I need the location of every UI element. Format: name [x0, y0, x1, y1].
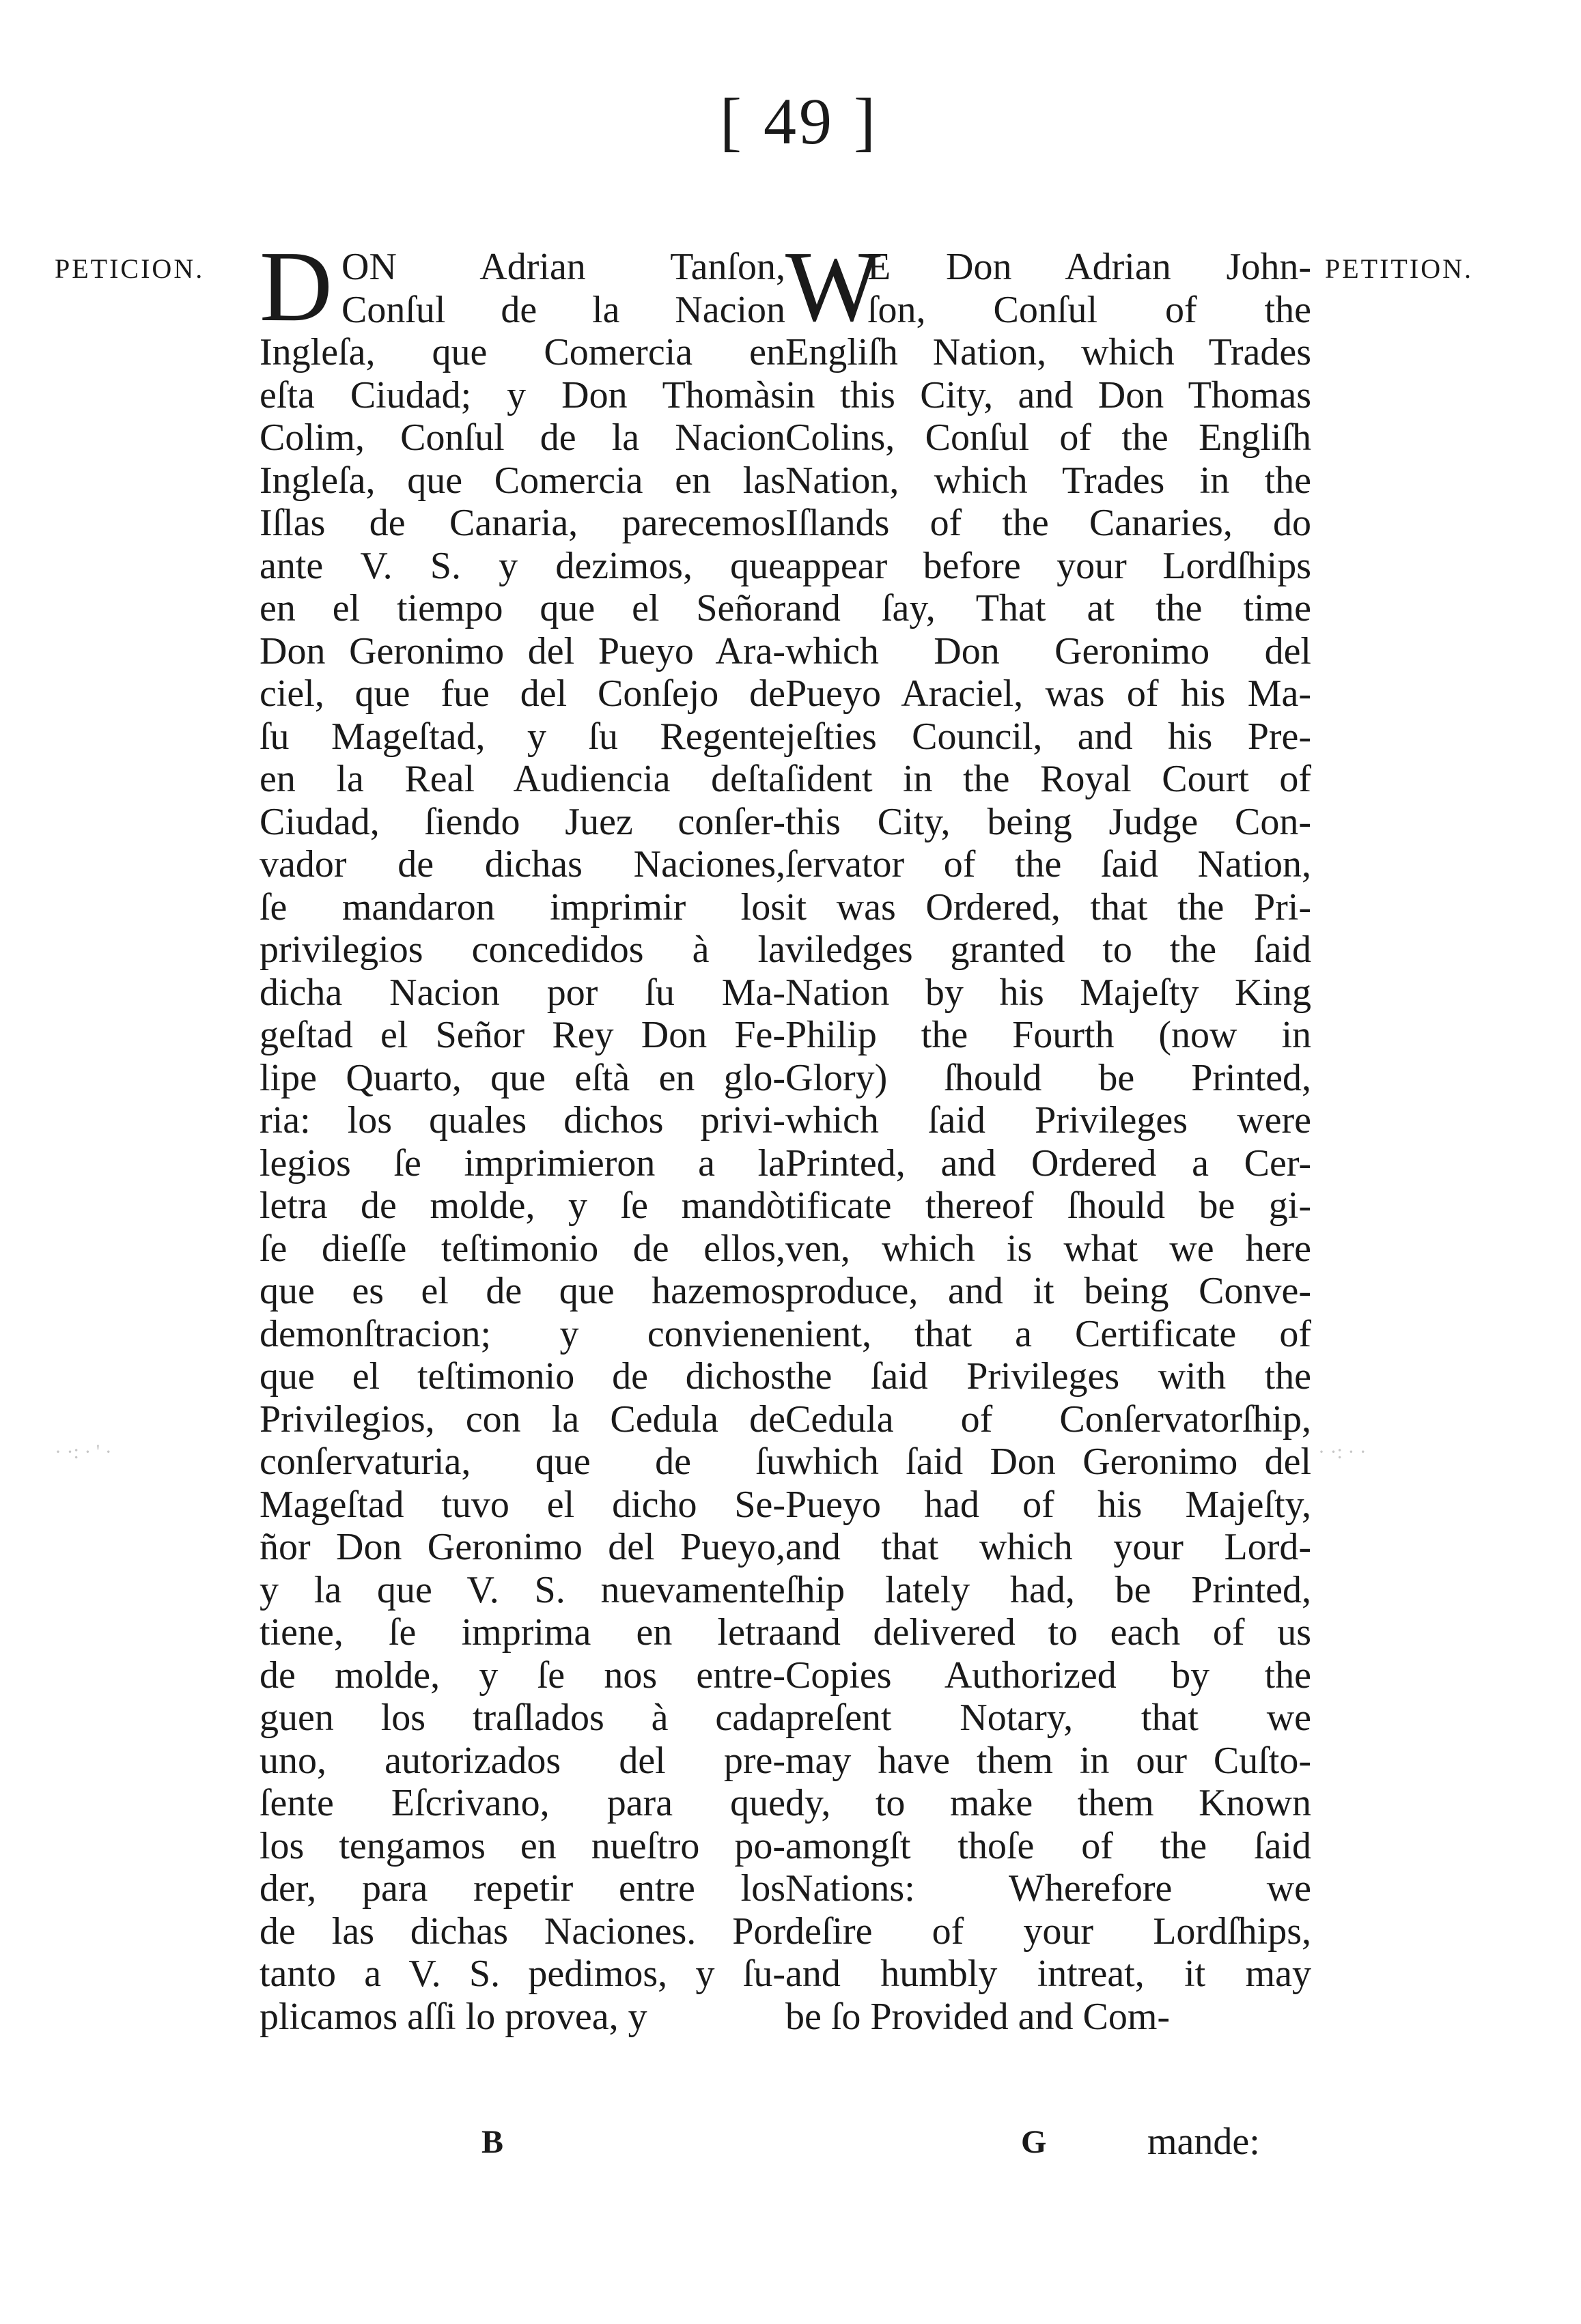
english-text-column — [785, 231, 1311, 2038]
spanish-text-line: letra de molde, y ſe mandò — [260, 1185, 785, 1227]
english-text-line: which ſaid Don Geronimo del — [785, 1441, 1311, 1483]
spanish-text-line: Ingleſa, que Comercia en las — [260, 459, 785, 502]
spanish-text-line: de las dichas Naciones. Por — [260, 1910, 785, 1953]
english-text-line: Nation by his Majeſty King — [785, 971, 1311, 1014]
english-text-line: in this City, and Don Thomas — [785, 373, 1311, 416]
spanish-text-line: guen los traſlados à cada — [260, 1697, 785, 1739]
spanish-text-line: Iſlas de Canaria, parecemos — [260, 502, 785, 544]
english-text-line: it was Ordered, that the Pri- — [785, 885, 1311, 929]
english-text-line: Glory) ſhould be Printed, — [785, 1056, 1311, 1099]
spanish-text-line: ON Adrian Tanſon, — [341, 246, 785, 288]
english-text-line: and delivered to each of us — [785, 1611, 1311, 1654]
english-text-line: appear before your Lordſhips — [785, 544, 1311, 587]
spanish-text-line: ſu Mageſtad, y ſu Regente — [260, 715, 785, 758]
signature-mark-g: G — [1021, 2124, 1047, 2160]
spanish-text-line: der, para repetir entre los — [260, 1867, 785, 1910]
english-text-line: deſire of your Lordſhips, — [785, 1910, 1311, 1953]
spanish-text-line: eſta Ciudad; y Don Thomàs — [260, 373, 785, 416]
spanish-text-line: y la que V. S. nuevamente — [260, 1568, 785, 1611]
english-text-line: produce, and it being Conve- — [785, 1270, 1311, 1312]
english-text-line: ſhip lately had, be Printed, — [785, 1568, 1311, 1611]
english-text-line: may have them in our Cuſto- — [785, 1739, 1311, 1782]
margin-note-petition: PETITION. — [1325, 253, 1473, 284]
spanish-text-line: ciel, que fue del Conſejo de — [260, 672, 785, 715]
spanish-text-line: plicamos aſſi lo provea, y — [260, 1995, 647, 2038]
spanish-text-line: ſe mandaron imprimir los — [260, 885, 785, 929]
spanish-text-column — [260, 231, 785, 2038]
page-number: [ 49 ] — [720, 85, 878, 158]
english-text-line: Colins, Conſul of the Engliſh — [785, 416, 1311, 459]
english-text-line: dy, to make them Known — [785, 1782, 1311, 1824]
english-text-line: which ſaid Privileges were — [785, 1099, 1311, 1142]
spanish-text-line: ria: los quales dichos privi- — [260, 1099, 785, 1142]
spanish-text-line: Ciudad, ſiendo Juez conſer- — [260, 800, 785, 843]
spanish-text-line: que el teſtimonio de dichos — [260, 1355, 785, 1398]
english-text-line: Printed, and Ordered a Cer- — [785, 1142, 1311, 1185]
spanish-text-line: en el tiempo que el Señor — [260, 587, 785, 629]
spanish-text-line: conſervaturia, que de ſu — [260, 1441, 785, 1483]
signature-mark-b: B — [481, 2124, 504, 2160]
spanish-text-line: tiene, ſe imprima en letra — [260, 1611, 785, 1654]
spanish-text-line: Conſul de la Nacion — [341, 288, 785, 331]
english-text-line: the ſaid Privileges with the — [785, 1355, 1311, 1398]
spanish-text-line: dicha Nacion por ſu Ma- — [260, 971, 785, 1014]
english-text-line: nient, that a Certificate of — [785, 1312, 1311, 1355]
english-text-line: Engliſh Nation, which Trades — [785, 331, 1311, 373]
spanish-text-line: ante V. S. y dezimos, que — [260, 544, 785, 587]
spanish-text-line: vador de dichas Naciones, — [260, 843, 785, 885]
english-text-line: and that which your Lord- — [785, 1526, 1311, 1568]
english-text-line: and ſay, That at the time — [785, 587, 1311, 629]
english-text-line: which Don Geronimo del — [785, 629, 1311, 672]
spanish-drop-cap: D — [260, 231, 333, 343]
english-drop-cap: W — [785, 231, 881, 343]
english-text-line: ſon, Conſul of the — [867, 288, 1311, 331]
english-text-line: jeſties Council, and his Pre- — [785, 715, 1311, 758]
spanish-text-line: los tengamos en nueſtro po- — [260, 1824, 785, 1867]
bleed-through-right: · ·: · · — [1318, 1441, 1367, 1463]
spanish-text-line: ñor Don Geronimo del Pueyo, — [260, 1526, 785, 1568]
english-text-line: ſident in the Royal Court of — [785, 758, 1311, 800]
spanish-text-line: privilegios concedidos à la — [260, 929, 785, 971]
spanish-text-line: que es el de que hazemos — [260, 1270, 785, 1312]
english-text-line: Nations: Wherefore we — [785, 1867, 1311, 1910]
english-text-line: ven, which is what we here — [785, 1227, 1311, 1270]
english-text-line: Iſlands of the Canaries, do — [785, 502, 1311, 544]
spanish-text-line: Mageſtad tuvo el dicho Se- — [260, 1483, 785, 1526]
english-text-line: this City, being Judge Con- — [785, 800, 1311, 843]
english-text-line: and humbly intreat, it may — [785, 1953, 1311, 1995]
spanish-text-line: Don Geronimo del Pueyo Ara- — [260, 629, 785, 672]
spanish-text-line: legios ſe imprimieron a la — [260, 1142, 785, 1185]
english-text-line: preſent Notary, that we — [785, 1697, 1311, 1739]
spanish-text-line: tanto a V. S. pedimos, y ſu- — [260, 1953, 785, 1995]
english-text-line: viledges granted to the ſaid — [785, 929, 1311, 971]
english-text-line: tificate thereof ſhould be gi- — [785, 1185, 1311, 1227]
english-text-line: amongſt thoſe of the ſaid — [785, 1824, 1311, 1867]
spanish-text-line: Privilegios, con la Cedula de — [260, 1398, 785, 1441]
spanish-text-line: lipe Quarto, que eſtà en glo- — [260, 1056, 785, 1099]
spanish-text-line: uno, autorizados del pre- — [260, 1739, 785, 1782]
english-text-line: be ſo Provided and Com- — [785, 1995, 1171, 2038]
spanish-text-line: demonſtracion; y conviene — [260, 1312, 785, 1355]
english-text-line: Pueyo Araciel, was of his Ma- — [785, 672, 1311, 715]
english-text-line: E Don Adrian John- — [867, 246, 1311, 288]
english-text-line: Copies Authorized by the — [785, 1654, 1311, 1697]
english-text-line: Cedula of Conſervatorſhip, — [785, 1398, 1311, 1441]
catchword: mande: — [1147, 2121, 1260, 2163]
english-text-line: Nation, which Trades in the — [785, 459, 1311, 502]
spanish-text-line: en la Real Audiencia deſta — [260, 758, 785, 800]
english-text-line: Philip the Fourth (now in — [785, 1014, 1311, 1056]
english-text-line: ſervator of the ſaid Nation, — [785, 843, 1311, 885]
bleed-through-left: · ·: · ' · — [55, 1441, 112, 1463]
english-text-line: Pueyo had of his Majeſty, — [785, 1483, 1311, 1526]
spanish-text-line: Colim, Conſul de la Nacion — [260, 416, 785, 459]
spanish-text-line: Ingleſa, que Comercia en — [260, 331, 785, 373]
spanish-text-line: de molde, y ſe nos entre- — [260, 1654, 785, 1697]
spanish-text-line: geſtad el Señor Rey Don Fe- — [260, 1014, 785, 1056]
spanish-text-line: ſe dieſſe teſtimonio de ellos, — [260, 1227, 785, 1270]
margin-note-peticion: PETICION. — [55, 253, 205, 284]
spanish-text-line: ſente Eſcrivano, para que — [260, 1782, 785, 1824]
